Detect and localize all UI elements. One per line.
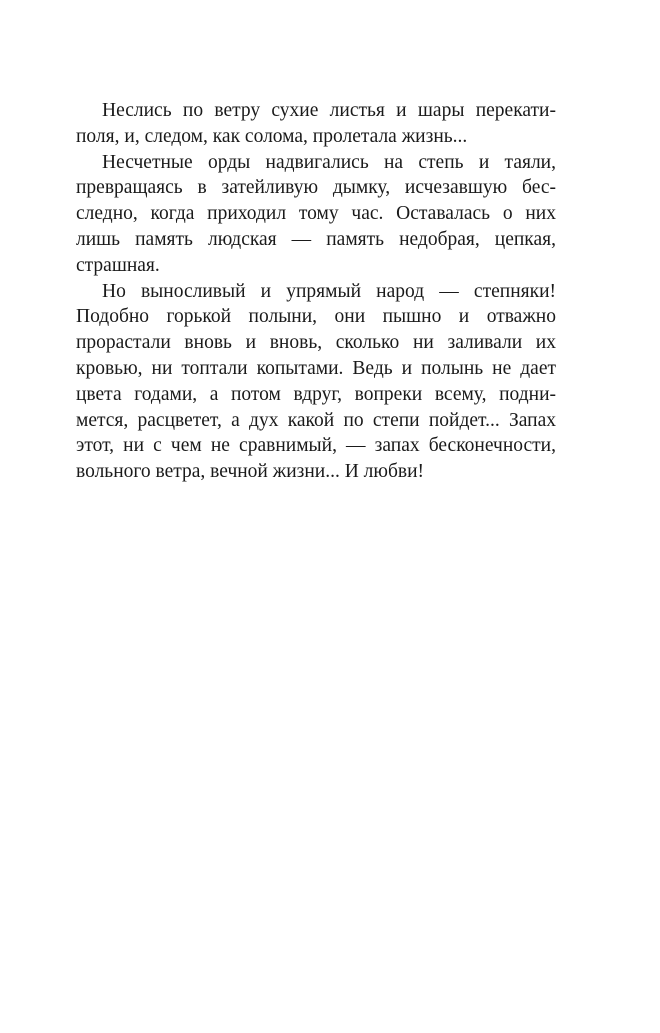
text-line: цвета годами, а потом вдруг, вопреки всему, подни- [76, 383, 556, 405]
text-line: Несчетные орды надвигались на степь и таяли, [102, 151, 556, 173]
text-line: поля, и, следом, как солома, пролетала жизнь... [76, 125, 468, 147]
text-line: мется, расцветет, а дух какой по степи пойдет... Запах [76, 409, 556, 431]
paragraph-2 [76, 150, 556, 279]
text-line: следно, когда приходил тому час. Оставалась о них [76, 203, 556, 225]
text-line: Подобно горькой полыни, они пышно и отважно [76, 306, 556, 328]
text-line: превращаясь в затейливую дымку, исчезавшую бес- [76, 177, 556, 199]
text-line: кровью, ни топтали копытами. Ведь и полынь не дает [76, 357, 556, 379]
text-line: этот, ни с чем не сравнимый, — запах бесконечности, [76, 435, 556, 457]
paragraph-1 [76, 98, 556, 150]
paragraph-3 [76, 279, 556, 485]
text-line: страшная. [76, 254, 160, 276]
text-line: вольного ветра, вечной жизни... И любви! [76, 461, 425, 483]
text-line: Но выносливый и упрямый народ — степняки! [102, 280, 556, 302]
body-text [76, 98, 556, 485]
text-line: Неслись по ветру сухие листья и шары перекати- [102, 100, 556, 121]
text-line: лишь память людская — память недобрая, цепкая, [76, 228, 556, 250]
text-line: прорастали вновь и вновь, сколько ни заливали их [76, 332, 556, 354]
